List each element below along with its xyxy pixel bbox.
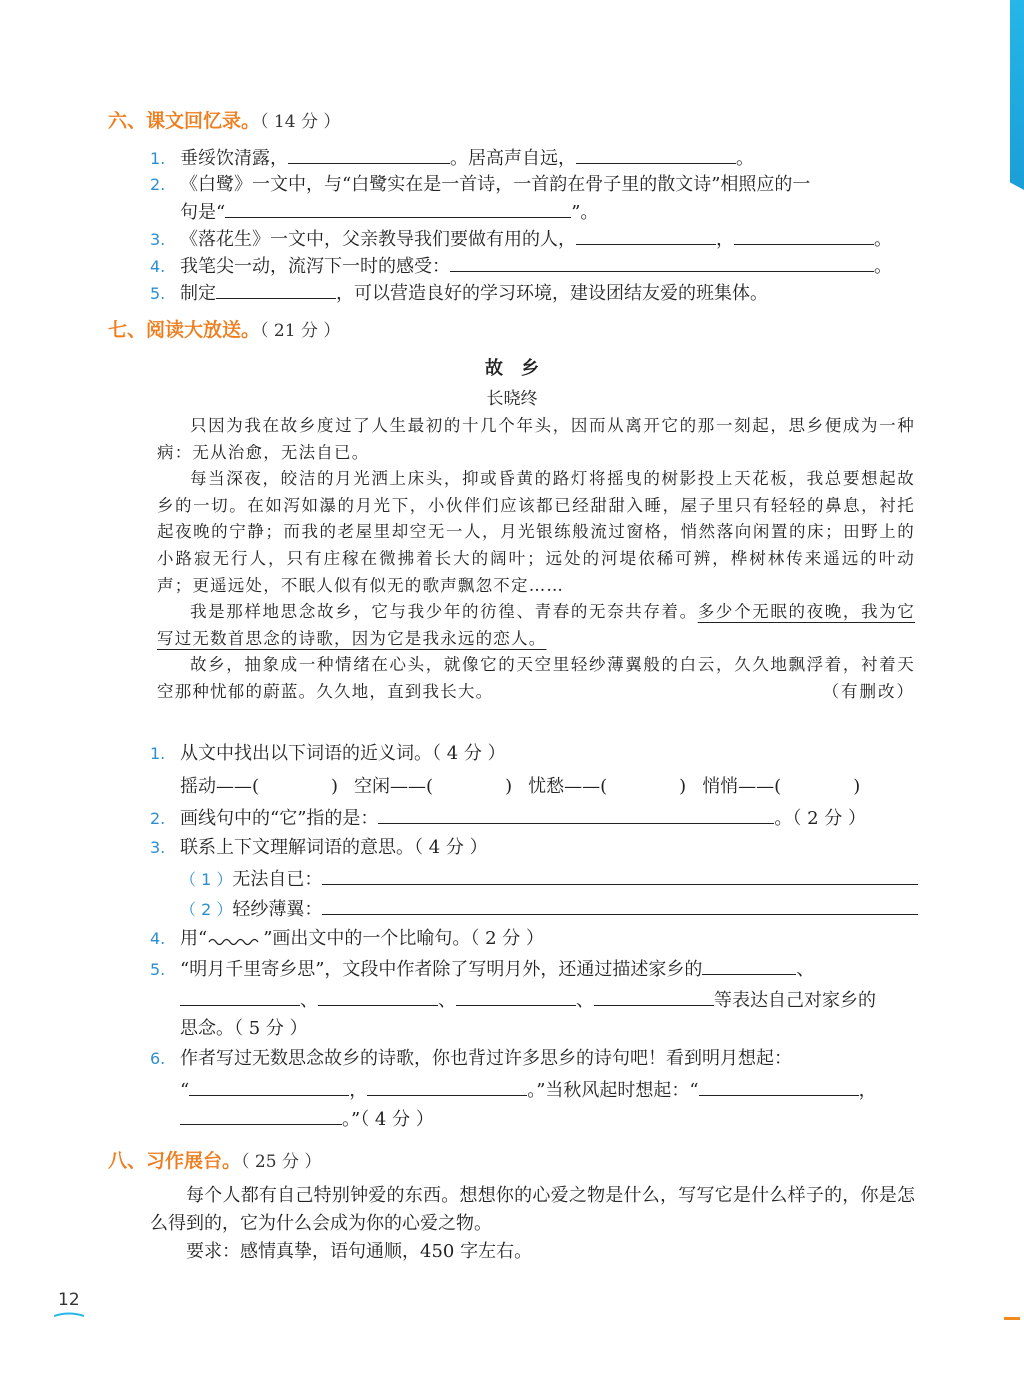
answer-blank[interactable] — [225, 199, 571, 218]
wavy-line-icon — [207, 934, 263, 946]
answer-blank[interactable] — [734, 226, 874, 245]
passage-paragraph: 只因为我在故乡度过了人生最初的十几个年头，因而从离开它的那一刻起，思乡便成为一种病：无从治愈，无法自已。 — [157, 416, 915, 462]
s7-q5-cont2: 思念。（ 5 分 ） — [180, 1018, 308, 1039]
s6-q3: 3. 《落花生》一文中，父亲教导我们要做有用的人， ， 。 — [150, 226, 892, 253]
page-tab-accent — [1010, 0, 1024, 190]
s7-q6-cont: “ ， 。”当秋风起时想起：“ ， — [180, 1077, 877, 1104]
answer-blank[interactable] — [576, 145, 736, 164]
s7-q3: 3. 联系上下文理解词语的意思。（ 4 分 ） — [150, 837, 488, 858]
s6-q2-cont: 句是“ ”。 — [180, 199, 598, 226]
answer-blank[interactable] — [367, 1077, 527, 1096]
passage-paragraph: 我是那样地思念故乡，它与我少年的彷徨、青春的无奈共存着。多少个无眠的夜晚，我为它写过无数首思念的诗歌，因为它是我永远的恋人。 — [157, 602, 915, 648]
answer-blank[interactable] — [576, 226, 716, 245]
answer-blank[interactable] — [288, 145, 450, 164]
s7-q1: 1. 从文中找出以下词语的近义词。（ 4 分 ） — [150, 743, 506, 764]
s7-q5: 5. “明月千里寄乡思”，文段中作者除了写明月外，还通过描述家乡的 、 — [150, 956, 814, 983]
section8-heading: 八、习作展台。（ 25 分 ） — [108, 1150, 322, 1172]
answer-blank[interactable] — [594, 987, 714, 1006]
answer-blank[interactable] — [450, 253, 874, 272]
passage-paragraph: 故乡，抽象成一种情绪在心头，就像它的天空里轻纱薄翼般的白云，久久地飘浮着，衬着天空那种忧郁的蔚蓝。久久地，直到我长大。 （有删改） — [157, 652, 915, 705]
s7-q2: 2. 画线句中的“它”指的是： 。（ 2 分 ） — [150, 805, 866, 832]
answer-blank[interactable] — [180, 1106, 342, 1125]
underlined-sentence: 多少个无眠的夜晚，我为它写过无数首思念的诗歌，因为它是我永远的恋人。 — [157, 602, 915, 648]
answer-blank[interactable] — [378, 805, 774, 824]
s6-q4: 4. 我笔尖一动，流泻下一时的感受： 。 — [150, 253, 892, 280]
answer-blank[interactable] — [216, 280, 336, 299]
answer-blank[interactable] — [189, 1077, 349, 1096]
s7-q6: 6. 作者写过无数思念故乡的诗歌，你也背过许多思乡的诗句吧！看到明月想起： — [150, 1048, 792, 1069]
answer-blank[interactable] — [456, 987, 576, 1006]
s7-q6-cont2: 。”（ 4 分 ） — [180, 1106, 434, 1133]
passage-title: 故 乡 — [485, 358, 539, 379]
s7-q4: 4. 用“ ”画出文中的一个比喻句。（ 2 分 ） — [150, 928, 545, 949]
page-number: 12 — [58, 1290, 80, 1310]
reading-passage — [157, 413, 915, 706]
passage-author: 长晓终 — [486, 389, 538, 409]
prompt-paragraph: 每个人都有自己特别钟爱的东西。想想你的心爱之物是什么，写写它是什么样子的，你是怎么得到的，它为什么会成为你的心爱之物。 — [150, 1185, 915, 1234]
s6-q5: 5. 制定 ，可以营造良好的学习环境，建设团结友爱的班集体。 — [150, 280, 768, 307]
answer-blank[interactable] — [180, 987, 300, 1006]
source-note: （有删改） — [822, 681, 915, 701]
answer-blank[interactable] — [322, 896, 918, 915]
section6-heading: 六、课文回忆录。（ 14 分 ） — [108, 110, 341, 132]
answer-blank[interactable] — [322, 866, 918, 885]
prompt-requirements: 要求：感情真挚，语句通顺，450 字左右。 — [186, 1241, 533, 1262]
passage-paragraph: 每当深夜，皎洁的月光洒上床头，抑或昏黄的路灯将摇曳的树影投上天花板，我总要想起故乡的一切。在如泻如瀑的月光下，小伙伴们应该都已经甜甜入睡，屋子里只有轻轻的鼻息，衬托起夜晚的宁静；而我的老屋里却空无一人，月光银练般流过窗格，悄然落向闲置的床；田野上的小路寂无行人，只有庄稼在微拂着长大的阔叶；远处的河堤依稀可辨，桦树林传来遥远的叶动声；更遥远处，不眠人似有似无的歌声飘忽不定…… — [157, 469, 915, 595]
s7-q3-sub2: （ 2 ）轻纱薄翼： — [180, 896, 918, 923]
answer-blank[interactable] — [702, 956, 796, 975]
s7-q3-sub1: （ 1 ）无法自已： — [180, 866, 918, 893]
side-marker — [1004, 1317, 1020, 1320]
answer-blank[interactable] — [318, 987, 438, 1006]
s6-q1: 1. 垂绥饮清露， 。居高声自远， 。 — [150, 145, 754, 172]
writing-prompt — [150, 1182, 915, 1266]
s7-q5-cont: 、 、 、 等表达自己对家乡的 — [180, 987, 876, 1014]
wave-decoration-icon — [54, 1312, 84, 1318]
s7-q1-words: 摇动——( ) 空闲——( ) 忧愁——( ) 悄悄——( ) — [180, 776, 861, 797]
s6-q2: 2. 《白鹭》一文中，与“白鹭实在是一首诗，一首韵在骨子里的散文诗”相照应的一 — [150, 174, 811, 195]
answer-blank[interactable] — [699, 1077, 859, 1096]
section7-heading: 七、阅读大放送。（ 21 分 ） — [108, 319, 341, 341]
